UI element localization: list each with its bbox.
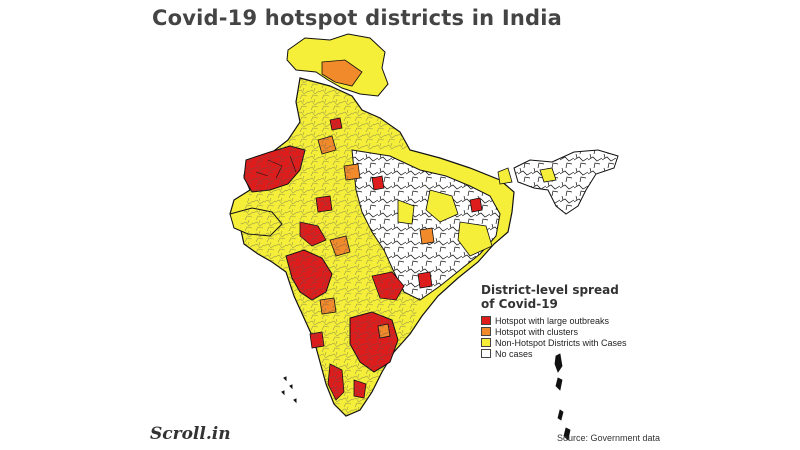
region-odisha-red <box>418 272 432 288</box>
legend-label: Non-Hotspot Districts with Cases <box>495 337 627 348</box>
legend-swatch-red <box>481 316 491 325</box>
legend-title-line2: of Covid-19 <box>481 297 558 311</box>
legend-items <box>481 315 627 359</box>
legend-title-line1: District-level spread <box>481 283 619 297</box>
legend-item-no-cases <box>481 348 627 359</box>
map-legend <box>481 283 627 359</box>
legend-item-clusters <box>481 326 627 337</box>
legend-swatch-white <box>481 349 491 358</box>
region-orange-east <box>420 228 434 244</box>
legend-swatch-orange <box>481 327 491 336</box>
region-northeast-yellow-2 <box>498 168 512 184</box>
region-lakshadweep <box>282 377 296 402</box>
legend-label: No cases <box>495 348 533 359</box>
legend-swatch-yellow <box>481 338 491 347</box>
scroll-logo: Scroll.in <box>150 424 231 444</box>
region-andaman-islands <box>555 354 570 440</box>
region-wb-red <box>470 198 482 212</box>
region-up-red <box>372 176 384 190</box>
legend-item-non-hotspot <box>481 337 627 348</box>
legend-label: Hotspot with clusters <box>495 326 579 337</box>
legend-item-large-outbreaks <box>481 315 627 326</box>
source-note: Source: Government data <box>557 433 661 443</box>
legend-label: Hotspot with large outbreaks <box>495 315 610 326</box>
map-title: Covid-19 hotspot districts in India <box>152 6 562 30</box>
